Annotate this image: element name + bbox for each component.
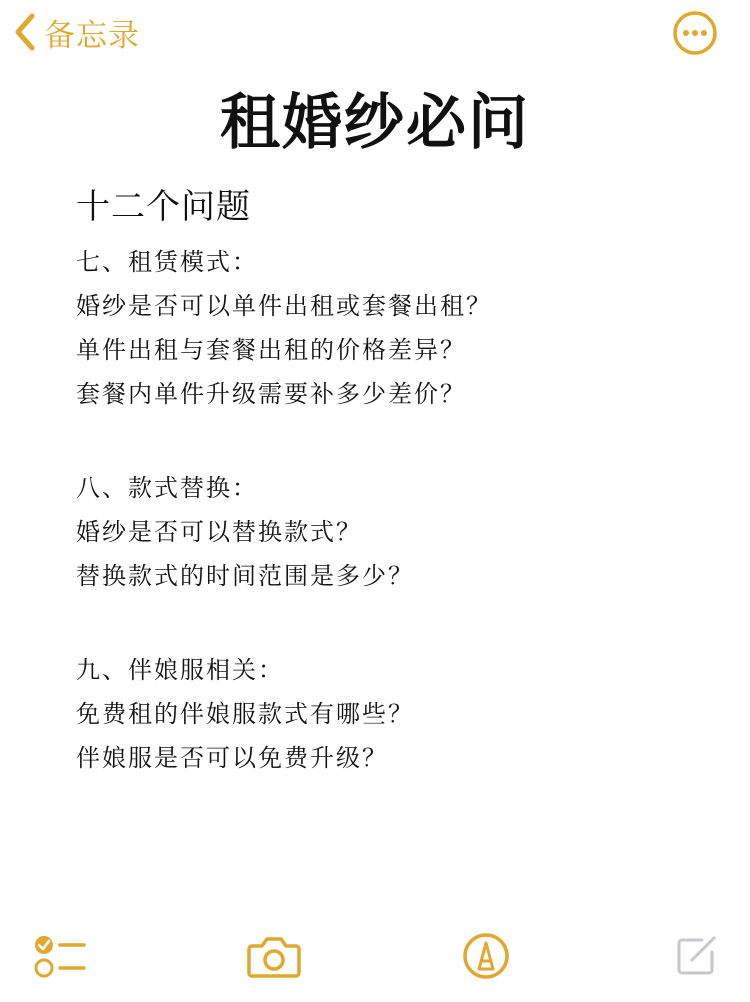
compose-button[interactable]: [666, 928, 726, 988]
section-heading: 八、款式替换：: [76, 474, 258, 502]
question-item: 免费租的伴娘服款式有哪些？: [76, 700, 414, 728]
note-body: [76, 182, 716, 830]
camera-button[interactable]: [244, 928, 304, 988]
bottom-toolbar: [0, 922, 750, 1002]
back-label: 备忘录: [44, 17, 140, 54]
question-item: 婚纱是否可以替换款式？: [76, 518, 362, 546]
checklist-icon: [32, 932, 88, 984]
chevron-left-icon: [14, 12, 36, 52]
question-item: 替换款式的时间范围是多少？: [76, 562, 414, 590]
more-options-button[interactable]: [672, 10, 718, 56]
note-title: 租婚纱必问: [220, 88, 530, 158]
section-bridesmaid-dress: [76, 648, 716, 780]
section-heading: 九、伴娘服相关：: [76, 656, 284, 684]
section-rental-mode: [76, 240, 716, 416]
checklist-button[interactable]: [30, 928, 90, 988]
section-heading: 七、租赁模式：: [76, 248, 258, 276]
question-item: 伴娘服是否可以免费升级？: [76, 744, 388, 772]
markup-pen-icon: [461, 931, 511, 985]
section-style-replacement: [76, 466, 716, 598]
note-subtitle: 十二个问题: [76, 187, 251, 227]
question-item: 婚纱是否可以单件出租或套餐出租？: [76, 292, 492, 320]
question-item: 套餐内单件升级需要补多少差价？: [76, 380, 466, 408]
compose-icon: [672, 932, 720, 984]
navigation-bar: [0, 0, 750, 64]
question-item: 单件出租与套餐出租的价格差异？: [76, 336, 466, 364]
markup-button[interactable]: [456, 928, 516, 988]
ellipsis-circle-icon: [672, 41, 718, 60]
back-button[interactable]: [14, 10, 140, 54]
camera-icon: [246, 932, 302, 984]
